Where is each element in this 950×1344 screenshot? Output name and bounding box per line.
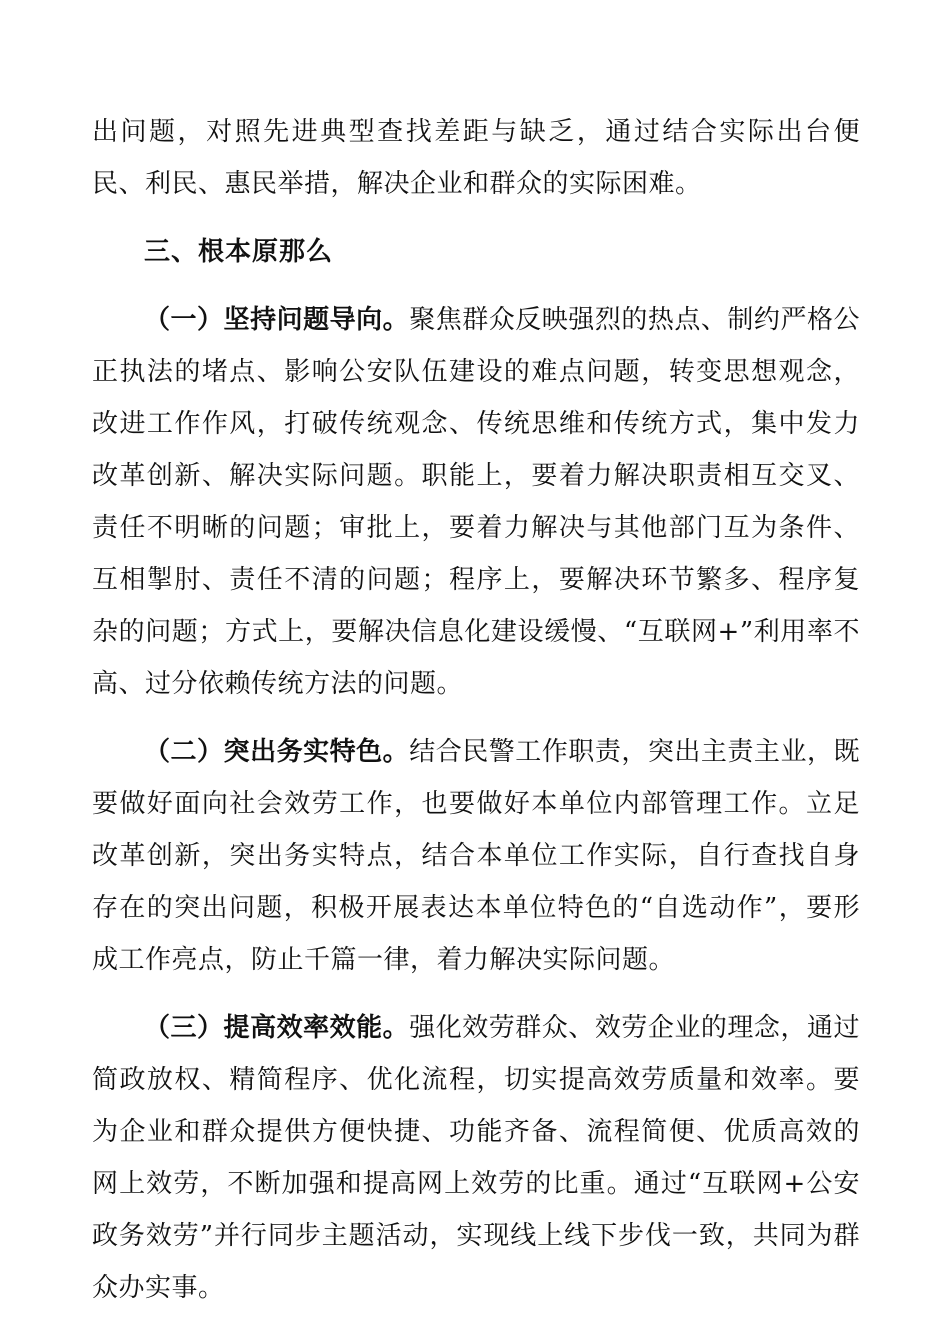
principle-paragraph-3 [92, 1002, 860, 1314]
principle-paragraph-2 [92, 726, 860, 986]
document-body [92, 106, 860, 1330]
principle-body-1: 聚焦群众反映强烈的热点、制约严格公正执法的堵点、影响公安队伍建设的难点问题，转变思想观念，改进工作作风，打破传统观念、传统思维和传统方式，集中发力改革创新、解决实际问题。职能上，要着力解决职责相互交叉、责任不明晰的问题；审批上，要着力解决与其他部门互为条件、互相掣肘、责任不清的问题；程序上，要解决环节繁多、程序复杂的问题；方式上，要解决信息化建设缓慢、“互联网+”利用率不高、过分依赖传统方法的问题。 [92, 305, 860, 699]
principle-lead-2: （二）突出务实特色。 [144, 737, 410, 767]
principle-body-2: 结合民警工作职责，突出主责主业，既要做好面向社会效劳工作，也要做好本单位内部管理工作。立足改革创新，突出务实特点，结合本单位工作实际，自行查找自身存在的突出问题，积极开展表达本单位特色的“自选动作”，要形成工作亮点，防止千篇一律，着力解决实际问题。 [92, 737, 860, 975]
section-heading: 三、根本原那么 [144, 237, 334, 267]
principle-body-3: 强化效劳群众、效劳企业的理念，通过简政放权、精简程序、优化流程，切实提高效劳质量和效率。要为企业和群众提供方便快捷、功能齐备、流程简便、优质高效的网上效劳，不断加强和提高网上效劳的比重。通过“互联网+公安政务效劳”并行同步主题活动，实现线上线下步伐一致，共同为群众办实事。 [92, 1013, 860, 1303]
intro-continuation-paragraph: 出问题，对照先进典型查找差距与缺乏，通过结合实际出台便民、利民、惠民举措，解决企业和群众的实际困难。 [92, 117, 860, 199]
principle-paragraph-1 [92, 294, 860, 710]
principle-lead-1: （一）坚持问题导向。 [144, 305, 410, 335]
principle-lead-3: （三）提高效率效能。 [144, 1013, 410, 1043]
